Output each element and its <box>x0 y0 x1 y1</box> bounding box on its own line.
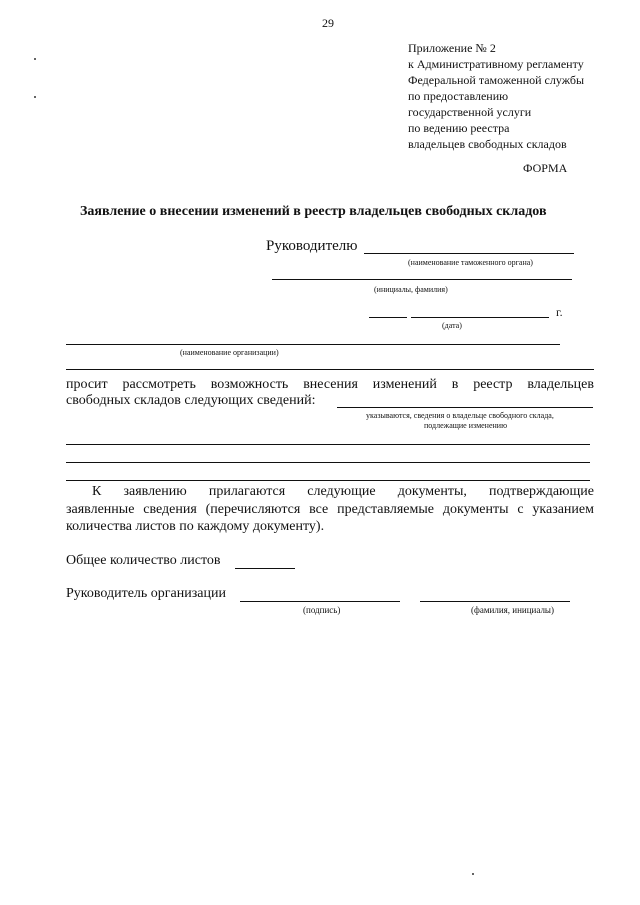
scan-speck <box>34 96 36 98</box>
request-text-line2: свободных складов следующих сведений: <box>66 393 316 408</box>
appendix-line: государственной услуги <box>408 105 532 119</box>
initials-hint: (инициалы, фамилия) <box>374 285 448 294</box>
name-hint: (фамилия, инициалы) <box>471 605 554 615</box>
request-text-line1: просит рассмотреть возможность внесения изменений в реестр владельцев <box>66 377 594 392</box>
changes-field[interactable] <box>337 407 593 408</box>
total-sheets-field[interactable] <box>235 568 295 569</box>
changes-hint-line1: указываются, сведения о владельце свободного склада, <box>366 411 554 420</box>
addressee-label: Руководителю <box>266 238 358 254</box>
appendix-line: к Административному регламенту <box>408 57 584 71</box>
signature-field[interactable] <box>240 601 400 602</box>
organization-field[interactable] <box>66 344 560 345</box>
appendix-block <box>408 40 584 152</box>
scan-speck <box>472 873 474 875</box>
page-number: 29 <box>322 16 334 30</box>
scan-speck <box>34 58 36 60</box>
changes-field-line4[interactable] <box>66 480 590 481</box>
customs-authority-hint: (наименование таможенного органа) <box>408 258 533 267</box>
signature-label: Руководитель организации <box>66 586 226 601</box>
initials-field[interactable] <box>272 279 572 280</box>
changes-hint-line2: подлежащие изменению <box>424 421 508 430</box>
date-month-field[interactable] <box>411 317 549 318</box>
changes-field-line3[interactable] <box>66 462 590 463</box>
date-year-suffix: г. <box>556 305 563 319</box>
changes-field-line2[interactable] <box>66 444 590 445</box>
document-title: Заявление о внесении изменений в реестр владельцев свободных складов <box>80 204 547 219</box>
organization-hint: (наименование организации) <box>180 348 279 357</box>
appendix-line: владельцев свободных складов <box>408 137 567 151</box>
attachments-text-line2: заявленные сведения (перечисляются все представляемые документы с указанием <box>66 502 594 517</box>
attachments-text-line3: количества листов по каждому документу). <box>66 519 325 534</box>
appendix-line: Федеральной таможенной службы <box>408 73 585 87</box>
date-day-field[interactable] <box>369 317 407 318</box>
signature-hint: (подпись) <box>303 605 341 615</box>
appendix-line: по ведению реестра <box>408 121 510 135</box>
customs-authority-field[interactable] <box>364 253 574 254</box>
form-label: ФОРМА <box>523 161 568 175</box>
organization-field-line2[interactable] <box>66 369 594 370</box>
appendix-line: Приложение № 2 <box>408 41 496 55</box>
date-hint: (дата) <box>442 321 462 330</box>
total-sheets-label: Общее количество листов <box>66 553 221 568</box>
appendix-line: по предоставлению <box>408 89 509 103</box>
attachments-text-line1: К заявлению прилагаются следующие документы, подтверждающие <box>92 484 594 499</box>
name-field[interactable] <box>420 601 570 602</box>
